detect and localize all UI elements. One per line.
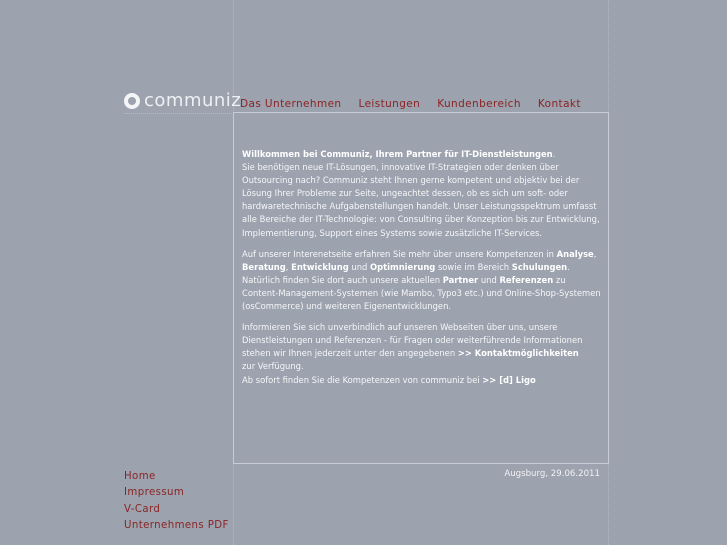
keyword-beratung: Beratung — [242, 261, 286, 272]
competence-paragraph: Auf unserer Interenetseite erfahren Sie mehr über unsere Kompetenzen in Analyse, Beratung, Entwicklung und Optimnierung sowie im Bereich Schulungen. Natürlich finden Sie dort auch unsere aktuellen Partner und Referenzen zu Content-Management-Systemen (wie Mambo, Typo3 etc.) und Online-Shop-Systemen (osCommerce) und weiteren Eigenentwicklungen. — [242, 248, 601, 312]
logo-divider — [124, 113, 234, 114]
footer-link-vcard[interactable]: V-Card — [124, 503, 161, 515]
footer-link-impressum[interactable]: Impressum — [124, 487, 185, 499]
content-text — [242, 148, 604, 395]
info-paragraph: Informieren Sie sich unverbindlich auf unseren Webseiten über uns, unsere Dienstleistungen und Referenzen - für Fragen oder weiterführende Informationen stehen wir Ihnen jederzeit unter den angegebenen >> Kontaktmöglichkeiten zur Verfügung. Ab sofort finden Sie die Kompetenzen von communiz bei >> [d] Ligo — [242, 322, 583, 385]
nav-item-kundenbereich[interactable]: Kundenbereich — [437, 98, 521, 110]
intro-paragraph: Willkommen bei Communiz, Ihrem Partner für IT-Dienstleistungen. Sie benötigen neue IT-Lösungen, innovative IT-Strategien oder denken über Outsourcing nach? Communiz steht Ihnen gerne kompetent und objektiv bei der Lösung Ihrer Probleme zur Seite, ungeachtet dessen, ob es sich um soft- oder hardwaretechnische Aufgabenstellungen handelt. Unser Leistungsspektrum umfasst alle Bereiche der IT-Technologie: von Consulting über Konzeption bis zur Entwicklung, Implementierung, Support eines Systems sowie zusätzliche IT-Services. — [242, 149, 600, 238]
keyword-optimierung: Optimnierung — [370, 261, 436, 272]
intro-text: Sie benötigen neue IT-Lösungen, innovative IT-Strategien oder denken über Outsourcing nach? Communiz steht Ihnen gerne kompetent und objektiv bei der Lösung Ihrer Probleme zur Seite, ungeachtet dessen, ob es sich um soft- oder hardwaretechnische Aufgabenstellungen handelt. Unser Leistungsspektrum umfasst alle Bereiche der IT-Technologie: von Consulting über Konzeption bis zur Entwicklung, Implementierung, Support eines Systems sowie zusätzliche IT-Services. — [242, 162, 600, 238]
keyword-partner: Partner — [442, 274, 479, 285]
welcome-heading: Willkommen bei Communiz, Ihrem Partner für IT-Dienstleistungen — [242, 149, 553, 159]
footer-link-pdf[interactable]: Unternehmens PDF — [124, 520, 229, 532]
nav-item-kontakt[interactable]: Kontakt — [537, 98, 581, 110]
footer-link-home[interactable]: Home — [124, 471, 156, 482]
nav-item-unternehmen[interactable]: Das Unternehmen — [240, 98, 342, 110]
keyword-entwicklung: Entwicklung — [291, 261, 349, 272]
keyword-schulungen: Schulungen — [511, 261, 568, 272]
content-panel — [233, 112, 609, 464]
keyword-analyse: Analyse — [556, 248, 594, 259]
contact-options-link[interactable]: >> Kontaktmöglichkeiten — [457, 348, 579, 359]
keyword-referenzen: Referenzen — [499, 274, 554, 285]
logo-text: communiz — [144, 90, 242, 111]
logo[interactable] — [124, 91, 241, 111]
dligo-link[interactable]: >> [d] Ligo — [482, 374, 536, 385]
location-date: Augsburg, 29.06.2011 — [504, 469, 600, 479]
footer-navigation — [124, 469, 229, 535]
top-navigation — [240, 98, 598, 110]
nav-item-leistungen[interactable]: Leistungen — [358, 98, 421, 110]
logo-mark-icon — [124, 93, 140, 109]
